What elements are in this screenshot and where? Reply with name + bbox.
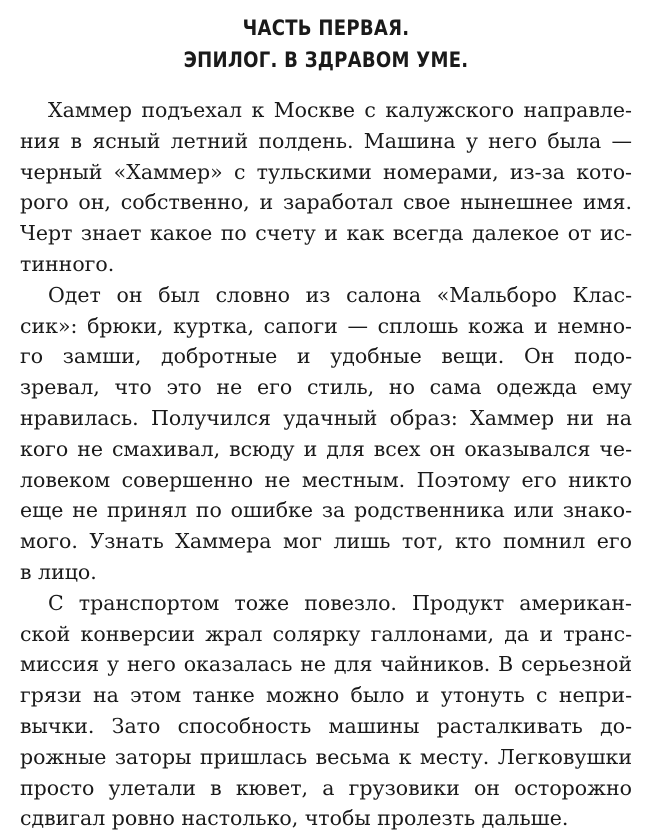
text-line: ской конверсии жрал солярку галлонами, да и транс- <box>20 621 632 646</box>
body-text <box>20 95 632 834</box>
text-line: рого он, собственно, и заработал свое нынешнее имя. <box>20 190 632 215</box>
text-line: С транспортом тоже повезло. Продукт американ- <box>48 590 632 615</box>
paragraph-3 <box>20 588 632 834</box>
text-line: в лицо. <box>20 559 97 584</box>
paragraph-2 <box>20 280 632 588</box>
text-line: тинного. <box>20 251 115 276</box>
text-line: ния в ясный летний полдень. Машина у него была — <box>20 128 632 153</box>
text-line: вычки. Зато способность машины расталкивать до- <box>20 713 632 738</box>
text-line: Хаммер подъехал к Москве с калужского направле- <box>48 98 632 122</box>
text-line: сдвигал ровно настолько, чтобы пролезть дальше. <box>20 806 569 831</box>
text-line: грязи на этом танке можно было и утонуть с непри- <box>20 683 632 708</box>
part-title: ЧАСТЬ ПЕРВАЯ. <box>242 16 410 40</box>
text-line: сик»: брюки, куртка, сапоги — сплошь кожа и немно- <box>20 313 632 338</box>
text-line: просто улетали в кювет, а грузовики он осторожно <box>20 775 632 800</box>
text-line: зревал, что это не его стиль, но сама одежда ему <box>20 375 632 400</box>
chapter-title: ЭПИЛОГ. В ЗДРАВОМ УМЕ. <box>183 48 469 72</box>
text-line: миссия у него оказалась не для чайников. В серьезной <box>20 652 632 677</box>
text-line: кого не смахивал, всюду и для всех он оказывался че- <box>20 436 632 461</box>
text-line: ловеком совершенно не местным. Поэтому его никто <box>20 467 632 492</box>
text-line: го замши, добротные и удобные вещи. Он подо- <box>20 344 632 369</box>
text-line: рожные заторы пришлась весьма к месту. Легковушки <box>20 744 632 769</box>
text-line: мого. Узнать Хаммера мог лишь тот, кто помнил его <box>20 529 632 554</box>
text-line: еще не принял по ошибке за родственника или знако- <box>20 498 632 523</box>
chapter-heading <box>63 12 589 76</box>
text-line: Одет он был словно из салона «Мальборо Клас- <box>48 282 632 307</box>
text-line: Черт знает какое по счету и как всегда далекое от ис- <box>20 221 632 246</box>
paragraph-1 <box>20 95 632 280</box>
text-line: черный «Хаммер» с тульскими номерами, из-за кото- <box>20 159 632 184</box>
text-line: нравилась. Получился удачный образ: Хаммер ни на <box>20 405 632 430</box>
